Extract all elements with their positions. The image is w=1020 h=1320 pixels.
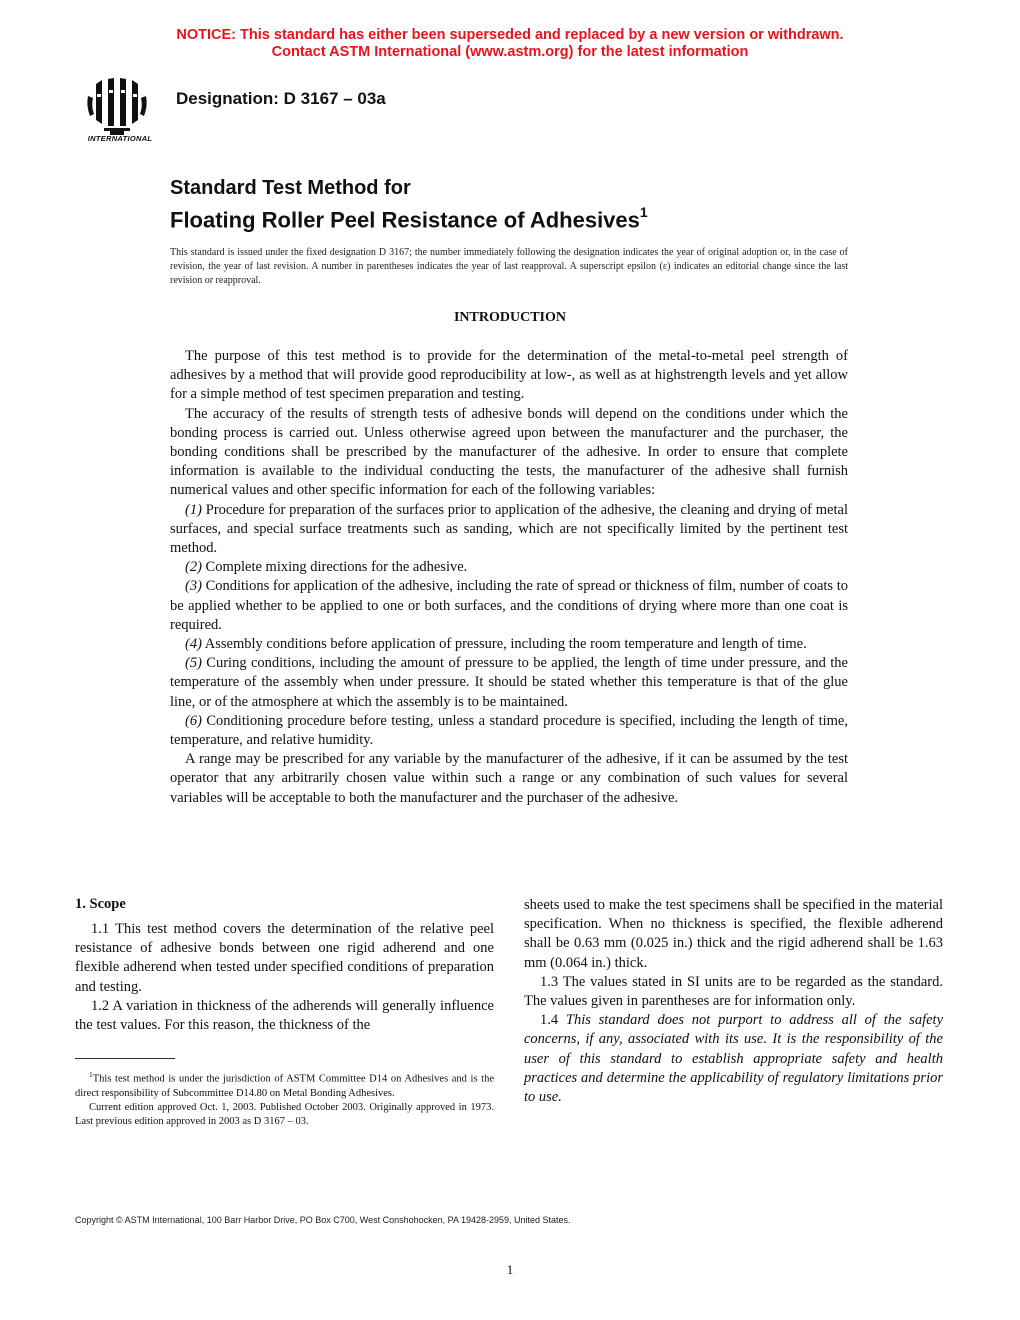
superseded-notice <box>0 27 1020 61</box>
footnotes <box>75 1068 494 1129</box>
footnote-1 <box>75 1068 494 1101</box>
intro-item-text: Conditioning procedure before testing, unless a standard procedure is specified, including the length of time, temperature, and relative humidity. <box>170 712 848 749</box>
left-column <box>75 920 494 1035</box>
section-1-2: 1.2 A variation in thickness of the adherends will generally influence the test values. For this reason, the thickness of the <box>75 997 494 1034</box>
section-1-4-number: 1.4 <box>540 1012 566 1029</box>
title-footnote-mark: 1 <box>639 204 648 220</box>
intro-item-number: (3) <box>185 578 202 595</box>
notice-line-1: NOTICE: This standard has either been superseded and replaced by a new version or withdrawn. <box>176 27 844 43</box>
scope-heading: 1. Scope <box>75 896 126 912</box>
section-1-2-continued: sheets used to make the test specimens shall be specified in the material specification. When no thickness is specified, the flexible adherend shall be 0.63 mm (0.025 in.) thick and the rigid adherend shall be 1.63 mm (0.064 in.) thick. <box>524 897 943 971</box>
footnote-mark: 1 <box>89 1070 93 1079</box>
section-1-1: 1.1 This test method covers the determination of the relative peel resistance of adhesive bonds between one rigid adherend and one flexible adherend when tested under specified conditions of preparation and testing. <box>75 921 494 995</box>
introduction-heading: INTRODUCTION <box>453 310 566 325</box>
intro-paragraph-last: A range may be prescribed for any variable by the manufacturer of the adhesive, if it can be assumed by the test operator that any arbitrarily chosen value within such a range or any combination of such values for several variables will be acceptable to both the manufacturer and the purchaser of the adhesive. <box>170 751 848 806</box>
intro-item-4 <box>170 635 848 654</box>
intro-item-number: (6) <box>185 712 202 729</box>
intro-item-number: (1) <box>185 501 202 518</box>
section-1-4-text: This standard does not purport to address all of the safety concerns, if any, associated with its use. It is the responsibility of the user of this standard to establish appropriate safety and health practices and determine the applicability of regulatory limitations prior to use. <box>524 1012 944 1106</box>
intro-item-number: (4) <box>185 636 202 653</box>
issuance-statement: This standard is issued under the fixed designation D 3167; the number immediately following the designation indicates the year of original adoption or, in the case of revision, the year of last revision. A number in parentheses indicates the year of last reapproval. A superscript epsilon (ε) indicates an editorial change since the last revision or reapproval. <box>170 247 848 286</box>
intro-item-number: (5) <box>185 655 202 672</box>
title-line-2-text: Floating Roller Peel Resistance of Adhesives <box>170 207 640 233</box>
intro-item-5 <box>170 654 848 712</box>
notice-line-2: Contact ASTM International (www.astm.org) for the latest information <box>271 44 749 60</box>
intro-item-1 <box>170 501 848 559</box>
intro-item-text: Curing conditions, including the amount of pressure to be applied, the length of time under pressure, and the temperature of the assembly when under pressure. It should be stated whether this temperature is that of the glue line, or of the atmosphere at which the assembly is to be maintained. <box>170 655 848 710</box>
footnote-2: Current edition approved Oct. 1, 2003. Published October 2003. Originally approved in 1973. Last previous edition approved in 2003 as D 3167 – 03. <box>75 1101 494 1127</box>
right-column <box>524 896 943 1107</box>
introduction-body <box>170 347 848 808</box>
document-title <box>170 175 648 233</box>
intro-item-number: (2) <box>185 559 202 576</box>
title-line-1: Standard Test Method for <box>170 177 411 199</box>
intro-paragraph-1: The purpose of this test method is to provide for the determination of the metal-to-metal peel strength of adhesives by a method that will provide good reproducibility at low-, as well as at highstrength levels and yet allow for a simple method of test specimen preparation and testing. <box>170 348 848 403</box>
intro-item-text: Complete mixing directions for the adhesive. <box>201 559 468 576</box>
intro-item-6 <box>170 712 848 750</box>
designation: Designation: D 3167 – 03a <box>176 89 386 108</box>
footnote-1-text: This test method is under the jurisdiction of ASTM Committee D14 on Adhesives and is the direct responsibility of Subcommittee D14.80 on Metal Bonding Adhesives. <box>75 1073 494 1099</box>
footnote-divider <box>75 1058 175 1059</box>
intro-item-text: Conditions for application of the adhesive, including the rate of spread or thickness of film, number of coats to be applied whether to be applied to one or both surfaces, and the conditions of drying where more than one coat is required. <box>170 578 848 633</box>
logo-international-text: INTERNATIONAL <box>87 134 153 143</box>
intro-item-2 <box>170 558 848 577</box>
title-line-2 <box>170 201 648 233</box>
intro-item-text: Assembly conditions before application of pressure, including the room temperature and length of time. <box>201 636 807 653</box>
page-number: 1 <box>506 1262 514 1277</box>
section-1-4 <box>524 1011 943 1107</box>
astm-logo <box>78 76 162 146</box>
section-1-3: 1.3 The values stated in SI units are to be regarded as the standard. The values given in parentheses are for information only. <box>524 973 943 1010</box>
intro-item-3 <box>170 577 848 635</box>
intro-item-text: Procedure for preparation of the surfaces prior to application of the adhesive, the cleaning and drying of metal surfaces, and special surface treatments such as sanding, which are not specifically limited by the pertinent test method. <box>170 501 848 557</box>
copyright-line: Copyright © ASTM International, 100 Barr Harbor Drive, PO Box C700, West Conshohocken, PA 19428-2959, United States. <box>75 1215 571 1225</box>
intro-paragraph-2: The accuracy of the results of strength tests of adhesive bonds will depend on the conditions under which the bonding process is carried out. Unless otherwise agreed upon between the manufacturer and the purchaser, the bonding conditions shall be prescribed by the manufacturer of the adhesive. In order to ensure that complete information is available to the individual conducting the tests, the manufacturer of the adhesive shall furnish numerical values and other specific information for each of the following variables: <box>170 405 848 499</box>
